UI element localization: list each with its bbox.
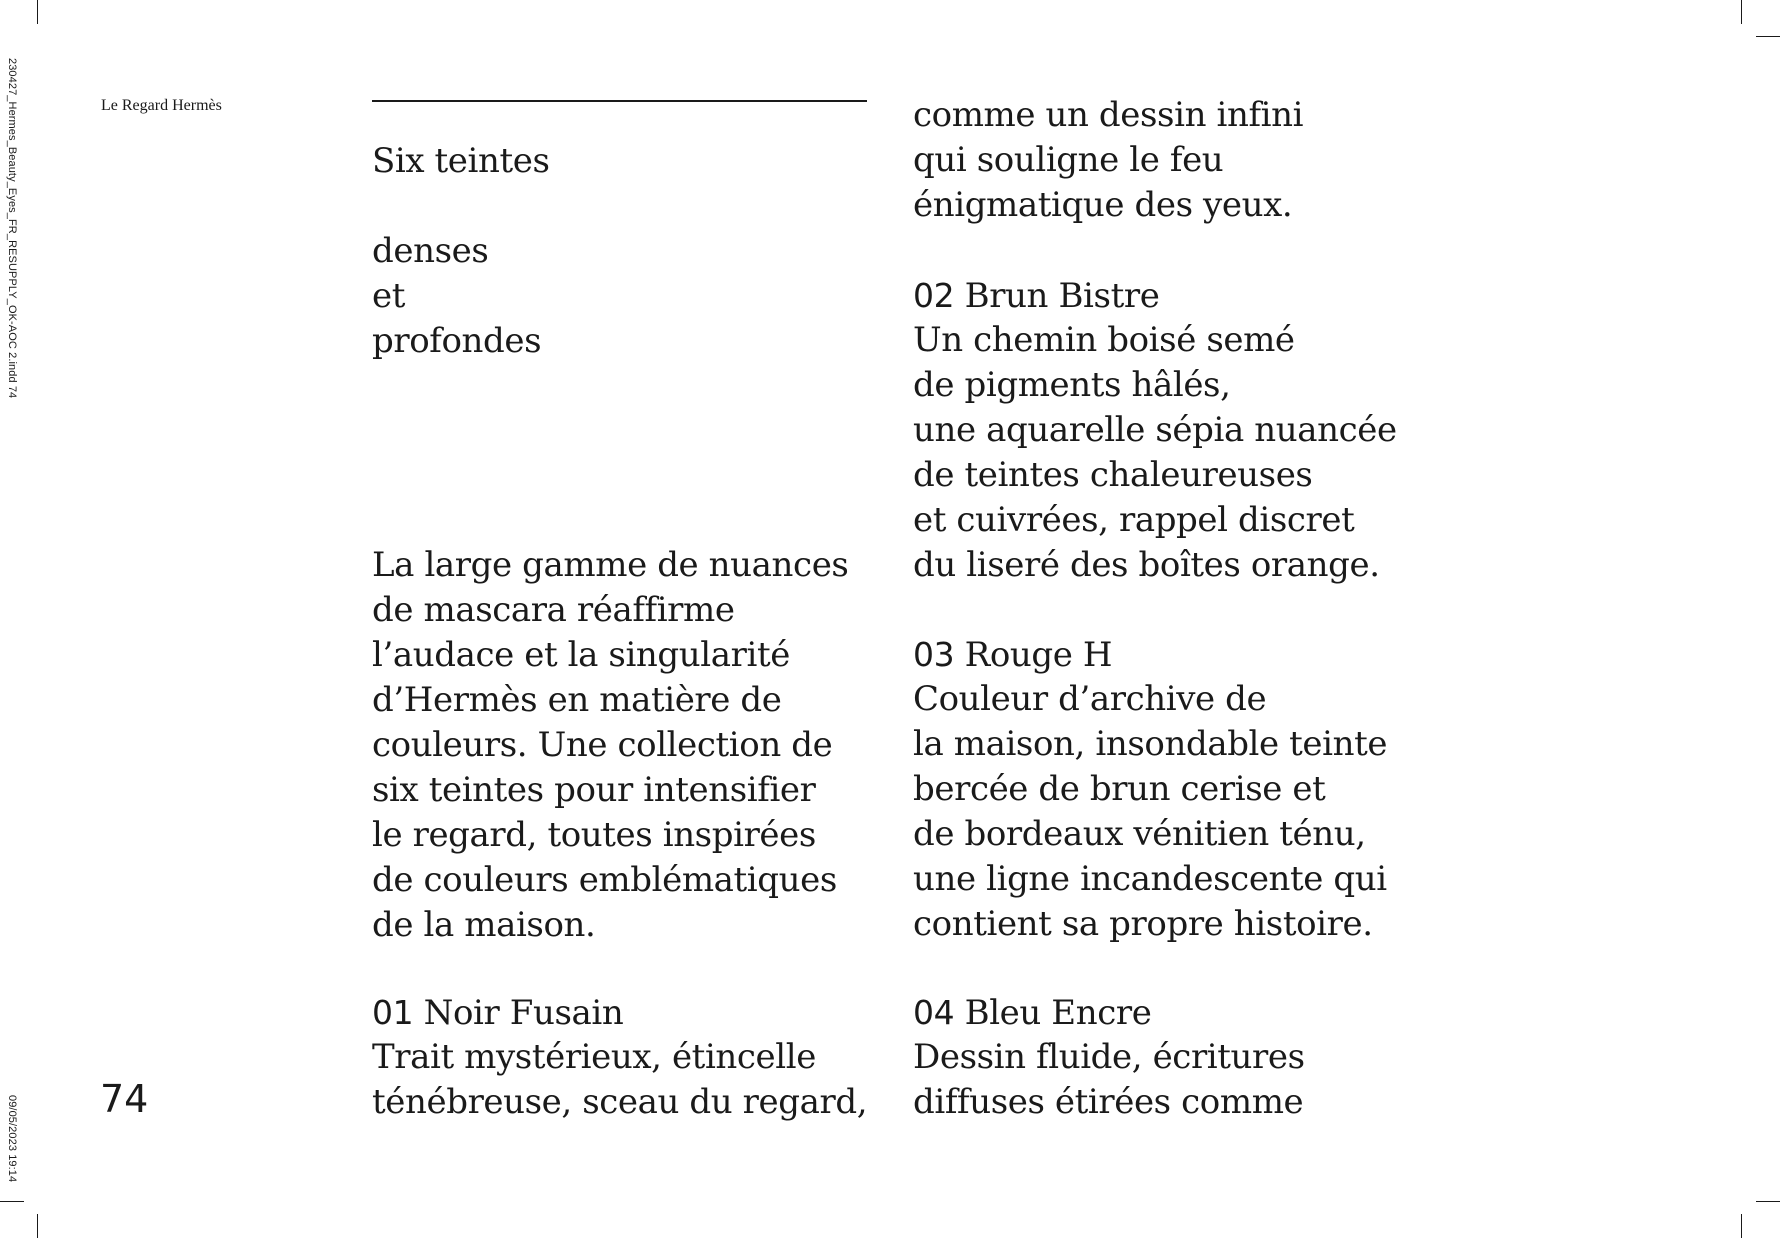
shade-03-title <box>913 632 1387 677</box>
crop-mark-bottom-left <box>37 1214 38 1238</box>
intro-line: de couleurs emblématiques <box>372 860 837 900</box>
shade-04-number: 04 <box>913 993 955 1032</box>
shade-02-line: de pigments hâlés, <box>913 365 1231 405</box>
shade-03-number: 03 <box>913 635 955 674</box>
shade-03-line: contient sa propre histoire. <box>913 904 1373 944</box>
shade-03-entry <box>913 632 1387 947</box>
shade-02-line: une aquarelle sépia nuancée <box>913 410 1397 450</box>
column-rule <box>372 100 867 102</box>
shade-03-line: une ligne incandescente qui <box>913 859 1387 899</box>
shade-01-entry <box>372 990 867 1125</box>
shade-02-line: de teintes chaleureuses <box>913 455 1313 495</box>
subheading-line: profondes <box>372 321 542 361</box>
shade-03-line: de bordeaux vénitien ténu, <box>913 814 1366 854</box>
shade-01-name: Noir Fusain <box>423 993 624 1033</box>
crop-mark-top-left <box>37 0 38 24</box>
shade-01-line: ténébreuse, sceau du regard, <box>372 1082 868 1122</box>
shade-01-title <box>372 990 867 1035</box>
intro-paragraph <box>372 543 848 948</box>
shade-04-line: diffuses étirées comme <box>913 1082 1304 1122</box>
shade-04-entry <box>913 990 1305 1125</box>
running-head: Le Regard Hermès <box>101 97 222 114</box>
intro-line: de la maison. <box>372 905 596 945</box>
right-continuation <box>913 93 1303 228</box>
intro-line: de mascara réaffirme <box>372 590 735 630</box>
shade-02-line: du liseré des boîtes orange. <box>913 545 1380 585</box>
shade-03-line: la maison, insondable teinte <box>913 724 1388 764</box>
slug-date-info: 09/05/2023 19:14 <box>6 1095 18 1183</box>
intro-line: La large gamme de nuances <box>372 545 849 585</box>
shade-02-number: 02 <box>913 276 955 315</box>
shade-03-name: Rouge H <box>964 635 1113 675</box>
intro-line: d’Hermès en matière de <box>372 680 782 720</box>
shade-02-title <box>913 273 1397 318</box>
left-column <box>372 139 550 184</box>
subheading-line: et <box>372 276 405 316</box>
left-subheading <box>372 229 541 364</box>
subheading-line: denses <box>372 231 489 271</box>
shade-01-number: 01 <box>372 993 414 1032</box>
crop-mark-right-top <box>1756 36 1780 37</box>
crop-mark-top-right <box>1741 0 1742 24</box>
shade-04-name: Bleu Encre <box>964 993 1152 1033</box>
intro-line: le regard, toutes inspirées <box>372 815 816 855</box>
shade-04-line: Dessin fluide, écritures <box>913 1037 1305 1077</box>
crop-mark-bottom-right <box>1741 1214 1742 1238</box>
shade-03-line: Couleur d’archive de <box>913 679 1267 719</box>
crop-mark-right-bottom <box>1756 1201 1780 1202</box>
shade-02-line: et cuivrées, rappel discret <box>913 500 1355 540</box>
shade-02-line: Un chemin boisé semé <box>913 320 1295 360</box>
continuation-line: énigmatique des yeux. <box>913 185 1293 225</box>
shade-02-entry <box>913 273 1397 588</box>
intro-line: l’audace et la singularité <box>372 635 790 675</box>
slug-file-info: 230427_Hermes_Beauty_Eyes_FR_RESUPPLY_OK-AOC 2.indd 74 <box>6 58 18 399</box>
shade-01-line: Trait mystérieux, étincelle <box>372 1037 816 1077</box>
crop-mark-left-bottom <box>0 1201 24 1202</box>
shade-02-name: Brun Bistre <box>964 276 1160 316</box>
shade-04-title <box>913 990 1305 1035</box>
page-number: 74 <box>100 1077 149 1121</box>
section-heading: Six teintes <box>372 141 550 181</box>
intro-line: six teintes pour intensifier <box>372 770 816 810</box>
continuation-line: qui souligne le feu <box>913 140 1224 180</box>
shade-03-line: bercée de brun cerise et <box>913 769 1326 809</box>
intro-line: couleurs. Une collection de <box>372 725 833 765</box>
continuation-line: comme un dessin infini <box>913 95 1304 135</box>
